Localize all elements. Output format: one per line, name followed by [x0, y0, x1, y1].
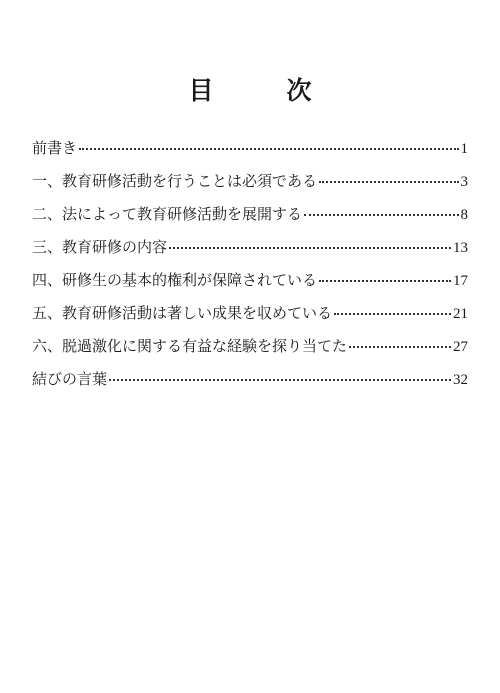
dot-leader	[349, 342, 451, 348]
dot-leader	[109, 375, 451, 381]
dot-leader	[304, 210, 458, 216]
toc-entry-chapter-2[interactable]	[32, 198, 468, 231]
toc-entry-label: 一、教育研修活動を行うことは必須である	[32, 172, 318, 190]
toc-entry-page-number: 3	[460, 174, 468, 190]
toc-entry-label: 四、研修生の基本的権利が保障されている	[32, 271, 318, 289]
table-of-contents	[32, 132, 468, 396]
toc-entry-label: 六、脱過激化に関する有益な経験を探り当てた	[32, 337, 348, 355]
toc-entry-chapter-4[interactable]	[32, 264, 468, 297]
toc-entry-label: 五、教育研修活動は著しい成果を収めている	[32, 304, 333, 322]
toc-title: 目 次	[188, 76, 336, 105]
dot-leader	[79, 144, 458, 150]
toc-entry-chapter-1[interactable]	[32, 165, 468, 198]
toc-entry-page-number: 1	[460, 141, 468, 157]
toc-entry-chapter-6[interactable]	[32, 330, 468, 363]
toc-entry-label: 三、教育研修の内容	[32, 238, 168, 256]
toc-entry-page-number: 17	[453, 273, 468, 289]
toc-entry-page-number: 13	[453, 240, 468, 256]
toc-entry-label: 結びの言葉	[32, 370, 108, 388]
toc-entry-label: 二、法によって教育研修活動を展開する	[32, 205, 303, 223]
dot-leader	[169, 243, 451, 249]
toc-entry-conclusion[interactable]	[32, 363, 468, 396]
toc-entry-page-number: 21	[453, 306, 468, 322]
toc-entry-preface[interactable]	[32, 132, 468, 165]
dot-leader	[319, 177, 458, 183]
toc-entry-page-number: 32	[453, 372, 468, 388]
toc-entry-chapter-5[interactable]	[32, 297, 468, 330]
toc-entry-label: 前書き	[32, 139, 78, 157]
dot-leader	[319, 276, 451, 282]
toc-entry-page-number: 8	[460, 207, 468, 223]
dot-leader	[334, 309, 451, 315]
toc-entry-chapter-3[interactable]	[32, 231, 468, 264]
toc-entry-page-number: 27	[453, 339, 468, 355]
